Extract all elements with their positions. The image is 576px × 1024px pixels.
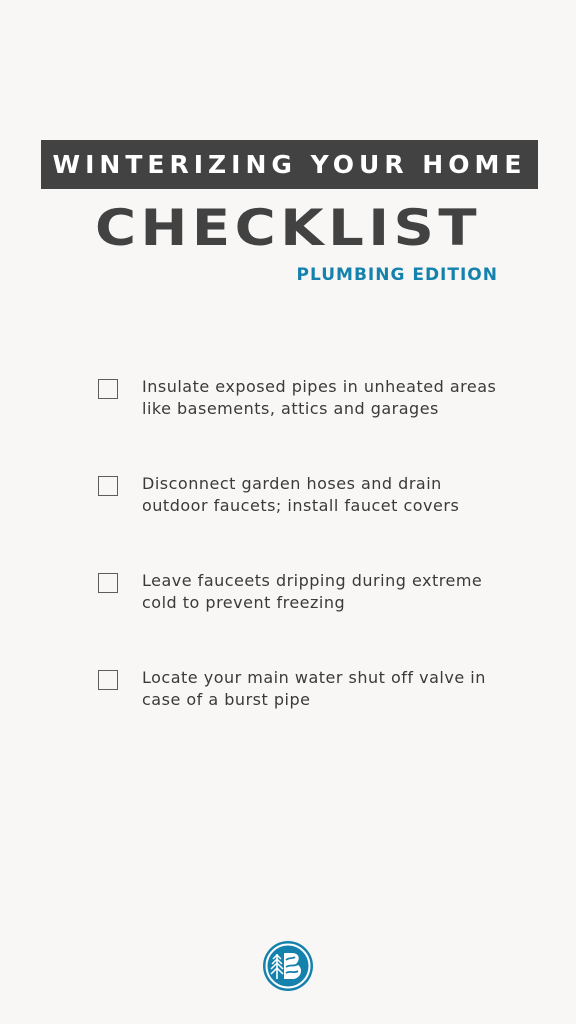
checklist-item-text: Leave fauceets dripping during extreme cold to prevent freezing	[142, 571, 483, 612]
checklist-item-text: Insulate exposed pipes in unheated areas like basements, attics and garages	[142, 377, 497, 418]
checklist-item-text: Locate your main water shut off valve in case of a burst pipe	[142, 668, 486, 709]
checklist-item	[98, 473, 498, 517]
checkbox[interactable]	[98, 573, 118, 593]
page-title: CHECKLIST	[94, 199, 482, 257]
checklist-item	[98, 667, 498, 711]
banner-title: WINTERIZING YOUR HOME	[52, 150, 527, 179]
checklist-item	[98, 376, 498, 420]
edition-subtitle: PLUMBING EDITION	[296, 265, 498, 285]
checklist-item-text: Disconnect garden hoses and drain outdoor faucets; install faucet covers	[142, 474, 460, 515]
checkbox[interactable]	[98, 670, 118, 690]
brand-logo-icon	[262, 940, 314, 992]
brand-logo-graphic	[262, 940, 314, 992]
checklist-item	[98, 570, 498, 614]
checkbox[interactable]	[98, 476, 118, 496]
checkbox[interactable]	[98, 379, 118, 399]
